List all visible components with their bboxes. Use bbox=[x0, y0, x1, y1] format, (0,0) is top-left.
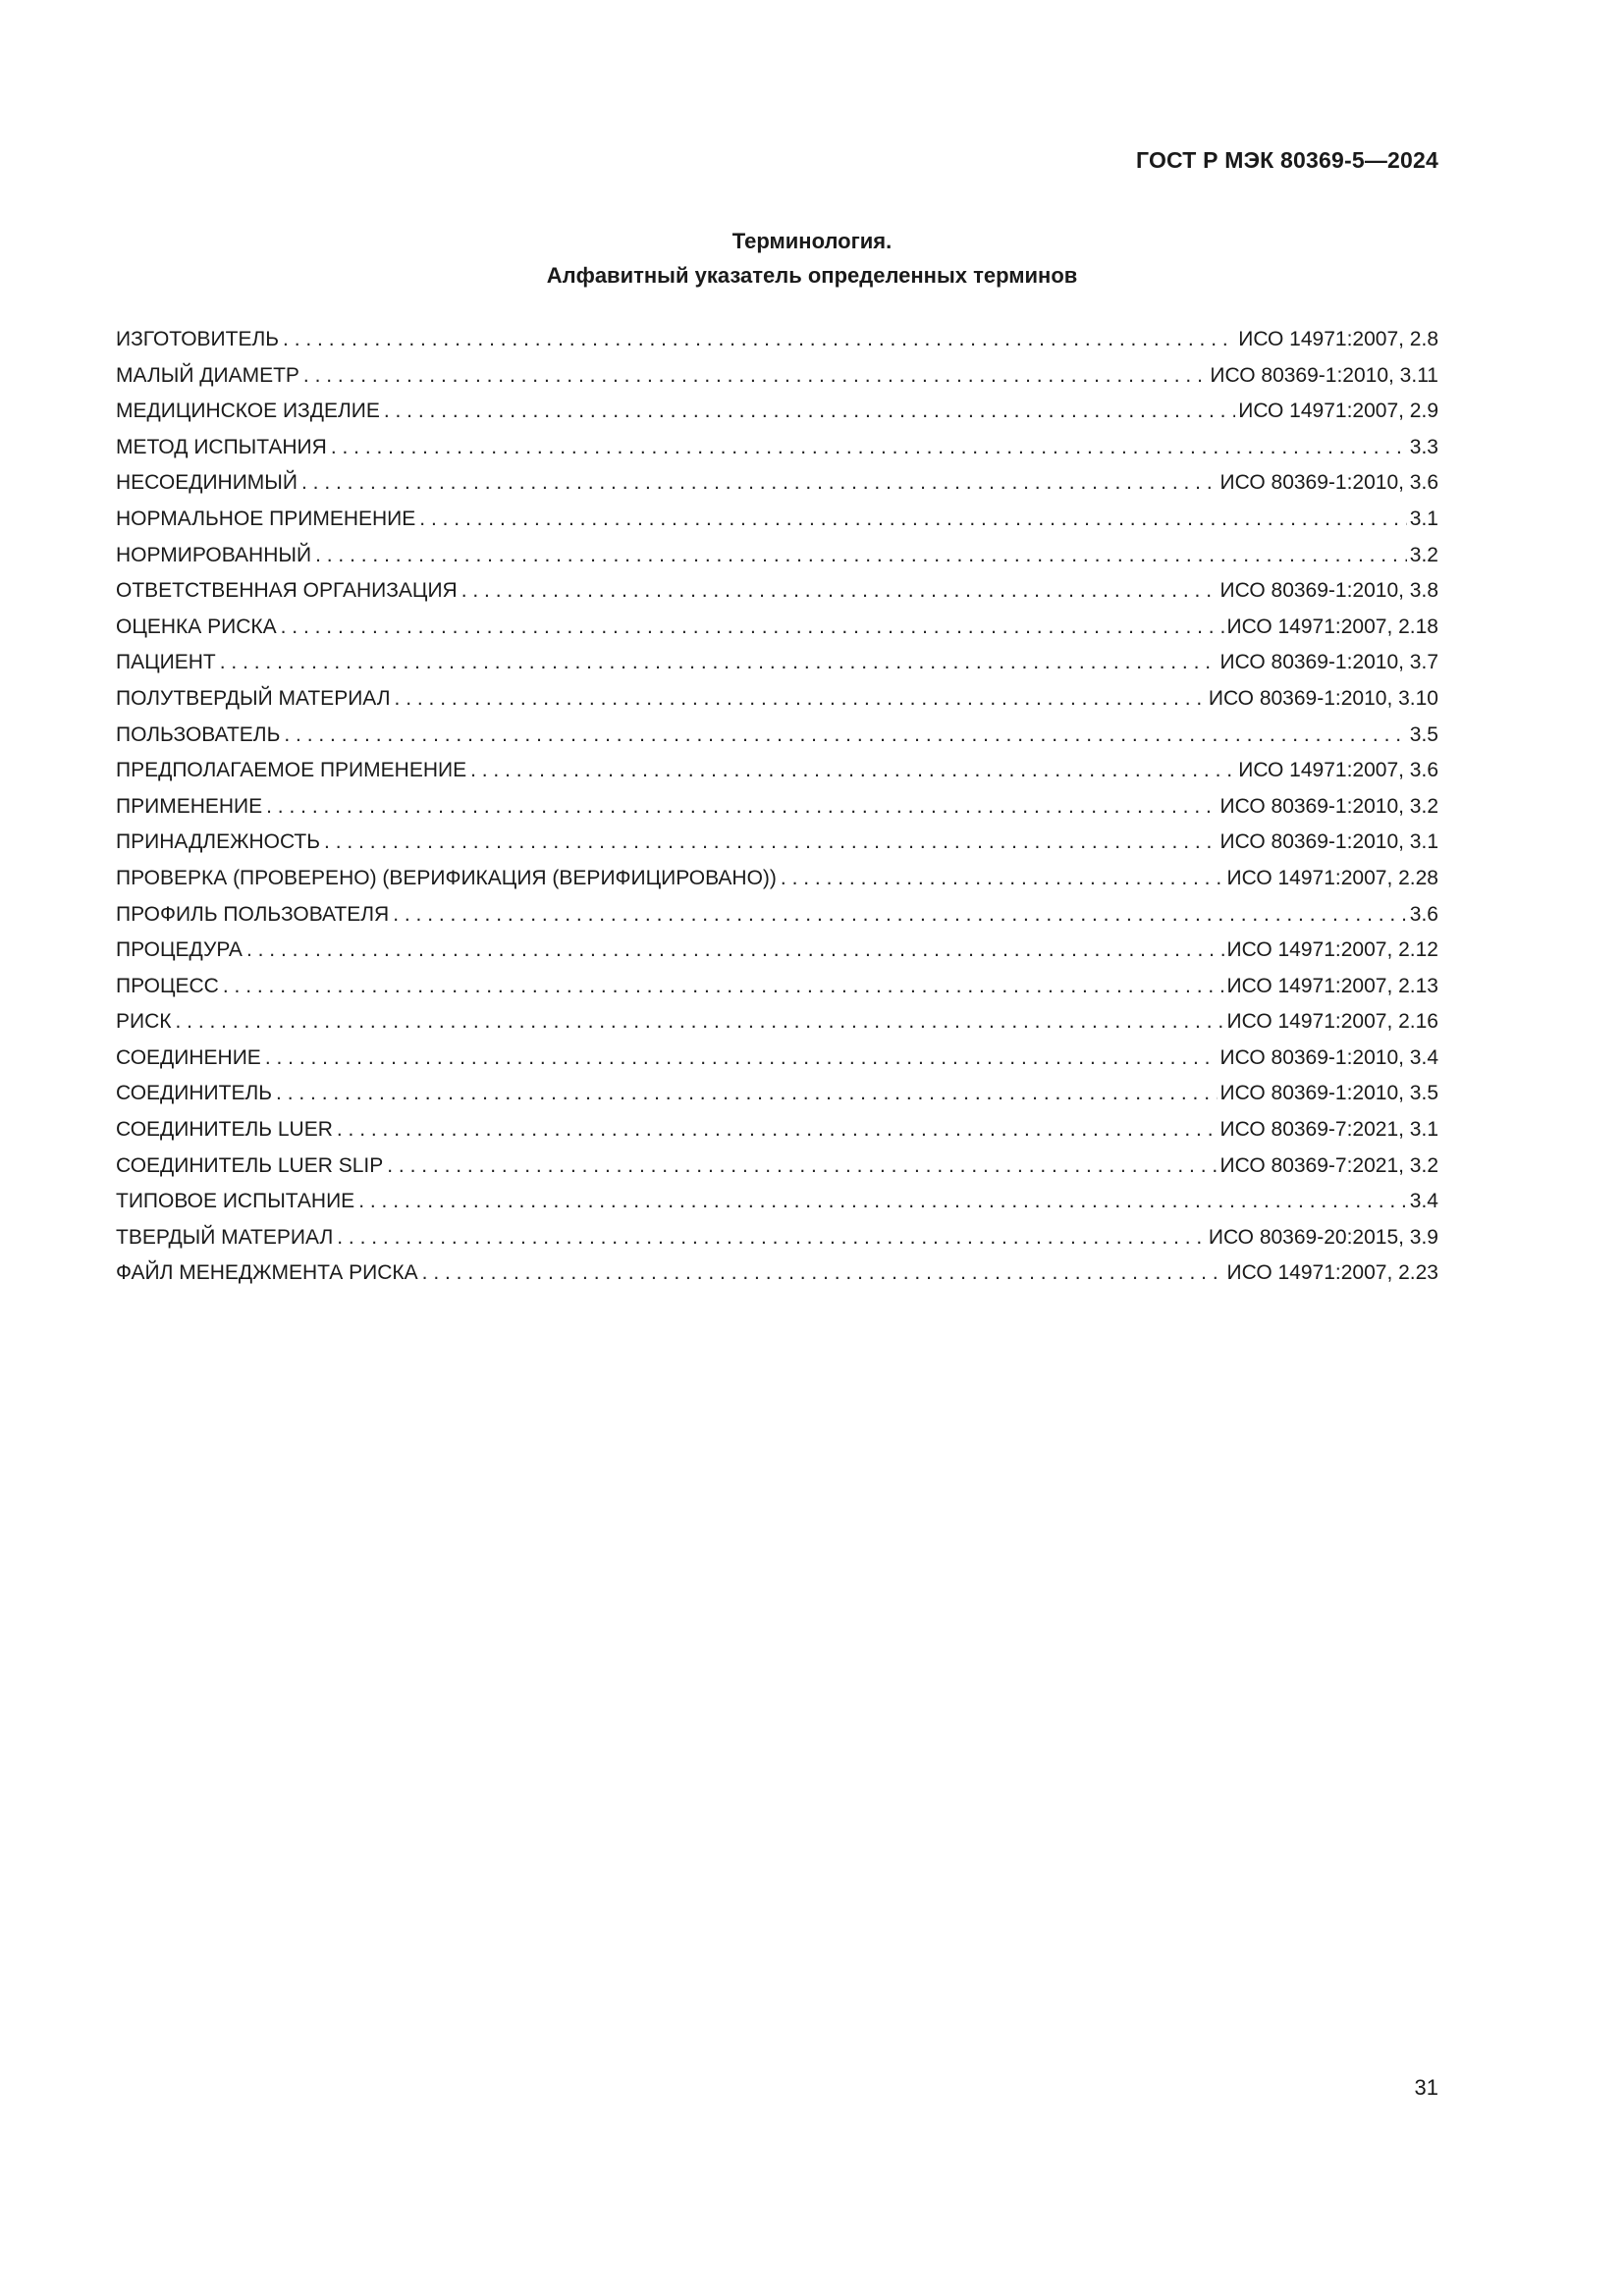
dot-leader bbox=[266, 795, 1217, 819]
entry-reference: ИСО 80369-1:2010, 3.1 bbox=[1219, 830, 1438, 854]
document-id-header: ГОСТ Р МЭК 80369-5—2024 bbox=[1136, 147, 1438, 173]
entry-term: ПРОВЕРКА (ПРОВЕРЕНО) (ВЕРИФИКАЦИЯ (ВЕРИФИЦИРОВАНО)) bbox=[116, 866, 777, 889]
entry-reference: ИСО 14971:2007, 2.9 bbox=[1238, 400, 1438, 423]
entry-term: ПРЕДПОЛАГАЕМОЕ ПРИМЕНЕНИЕ bbox=[116, 759, 467, 782]
entry-term: НЕСОЕДИНИМЫЙ bbox=[116, 471, 298, 495]
index-entry bbox=[116, 615, 1438, 652]
entry-term: ФАЙЛ МЕНЕДЖМЕНТА РИСКА bbox=[116, 1261, 418, 1285]
index-entry bbox=[116, 1010, 1438, 1046]
entry-term: НОРМАЛЬНОЕ ПРИМЕНЕНИЕ bbox=[116, 507, 416, 530]
page-number: 31 bbox=[1414, 2075, 1438, 2100]
entry-reference: ИСО 14971:2007, 3.6 bbox=[1238, 759, 1438, 782]
entry-reference: ИСО 14971:2007, 2.13 bbox=[1226, 974, 1438, 997]
index-entry bbox=[116, 436, 1438, 472]
entry-term: ПРОЦЕДУРА bbox=[116, 938, 243, 962]
dot-leader bbox=[281, 615, 1224, 639]
entry-reference: 3.6 bbox=[1409, 902, 1438, 926]
entry-reference: ИСО 14971:2007, 2.12 bbox=[1226, 938, 1438, 962]
dot-leader bbox=[387, 1154, 1217, 1178]
dot-leader bbox=[470, 759, 1235, 782]
entry-reference: ИСО 80369-1:2010, 3.4 bbox=[1219, 1045, 1438, 1069]
dot-leader bbox=[283, 328, 1235, 351]
entry-reference: 3.3 bbox=[1409, 435, 1438, 458]
dot-leader bbox=[301, 471, 1218, 495]
entry-reference: ИСО 14971:2007, 2.23 bbox=[1226, 1261, 1438, 1285]
dot-leader bbox=[337, 1118, 1218, 1142]
entry-reference: 3.1 bbox=[1409, 507, 1438, 530]
dot-leader bbox=[384, 400, 1235, 423]
entry-reference: 3.5 bbox=[1409, 722, 1438, 746]
dot-leader bbox=[358, 1190, 1407, 1213]
entry-term: ОТВЕТСТВЕННАЯ ОРГАНИЗАЦИЯ bbox=[116, 579, 458, 603]
index-entry bbox=[116, 1190, 1438, 1226]
entry-term: ПРИНАДЛЕЖНОСТЬ bbox=[116, 830, 321, 854]
dot-leader bbox=[220, 651, 1218, 674]
entry-term: ПОЛУТВЕРДЫЙ МАТЕРИАЛ bbox=[116, 686, 391, 710]
dot-leader bbox=[176, 1010, 1224, 1034]
entry-term: ПОЛЬЗОВАТЕЛЬ bbox=[116, 722, 281, 746]
dot-leader bbox=[337, 1226, 1206, 1250]
entry-term: ПРОФИЛЬ ПОЛЬЗОВАТЕЛЯ bbox=[116, 902, 390, 926]
index-entry bbox=[116, 1261, 1438, 1298]
index-entry bbox=[116, 1154, 1438, 1191]
entry-term: СОЕДИНИТЕЛЬ bbox=[116, 1082, 273, 1105]
index-entry bbox=[116, 867, 1438, 903]
entry-term: СОЕДИНЕНИЕ bbox=[116, 1045, 261, 1069]
entry-reference: ИСО 80369-20:2015, 3.9 bbox=[1208, 1225, 1438, 1249]
dot-leader bbox=[276, 1082, 1218, 1105]
dot-leader bbox=[315, 544, 1407, 567]
index-entry bbox=[116, 1046, 1438, 1083]
dot-leader bbox=[265, 1046, 1218, 1070]
entry-term: ОЦЕНКА РИСКА bbox=[116, 614, 277, 638]
entry-reference: ИСО 14971:2007, 2.8 bbox=[1238, 328, 1438, 350]
entry-reference: ИСО 80369-1:2010, 3.11 bbox=[1210, 363, 1438, 387]
index-entry bbox=[116, 1118, 1438, 1154]
entry-reference: 3.2 bbox=[1409, 543, 1438, 566]
entry-reference: ИСО 14971:2007, 2.16 bbox=[1226, 1010, 1438, 1034]
dot-leader bbox=[284, 723, 1406, 747]
term-index-list bbox=[116, 328, 1438, 1298]
entry-reference: ИСО 80369-1:2010, 3.6 bbox=[1219, 471, 1438, 495]
dot-leader bbox=[246, 938, 1224, 962]
dot-leader bbox=[324, 830, 1218, 854]
dot-leader bbox=[419, 507, 1407, 531]
entry-term: МЕТОД ИСПЫТАНИЯ bbox=[116, 435, 327, 458]
entry-term: МАЛЫЙ ДИАМЕТР bbox=[116, 363, 299, 387]
index-entry bbox=[116, 938, 1438, 975]
index-entry bbox=[116, 544, 1438, 580]
entry-term: РИСК bbox=[116, 1010, 172, 1034]
index-entry bbox=[116, 364, 1438, 400]
entry-reference: ИСО 80369-1:2010, 3.10 bbox=[1208, 686, 1438, 710]
entry-reference: 3.4 bbox=[1409, 1190, 1438, 1213]
index-entry bbox=[116, 328, 1438, 364]
entry-reference: ИСО 80369-7:2021, 3.1 bbox=[1219, 1118, 1438, 1142]
index-entry bbox=[116, 651, 1438, 687]
index-entry bbox=[116, 903, 1438, 939]
dot-leader bbox=[223, 975, 1224, 998]
index-entry bbox=[116, 507, 1438, 544]
entry-reference: ИСО 14971:2007, 2.28 bbox=[1226, 866, 1438, 889]
index-entry bbox=[116, 687, 1438, 723]
entry-reference: ИСО 80369-1:2010, 3.8 bbox=[1219, 579, 1438, 603]
entry-term: СОЕДИНИТЕЛЬ LUER bbox=[116, 1118, 333, 1142]
entry-reference: ИСО 14971:2007, 2.18 bbox=[1226, 614, 1438, 638]
index-entry bbox=[116, 759, 1438, 795]
index-entry bbox=[116, 723, 1438, 760]
dot-leader bbox=[395, 687, 1206, 711]
entry-term: НОРМИРОВАННЫЙ bbox=[116, 543, 312, 566]
entry-reference: ИСО 80369-7:2021, 3.2 bbox=[1219, 1153, 1438, 1177]
dot-leader bbox=[781, 867, 1224, 890]
entry-term: ТИПОВОЕ ИСПЫТАНИЕ bbox=[116, 1190, 355, 1213]
entry-term: ТВЕРДЫЙ МАТЕРИАЛ bbox=[116, 1225, 334, 1249]
entry-reference: ИСО 80369-1:2010, 3.2 bbox=[1219, 794, 1438, 818]
title-line-2: Алфавитный указатель определенных терминов bbox=[546, 263, 1078, 288]
index-entry bbox=[116, 471, 1438, 507]
entry-term: ИЗГОТОВИТЕЛЬ bbox=[116, 328, 280, 350]
entry-term: ПРОЦЕСС bbox=[116, 974, 219, 997]
index-title bbox=[0, 224, 1624, 293]
index-entry bbox=[116, 579, 1438, 615]
entry-term: ПАЦИЕНТ bbox=[116, 651, 216, 674]
dot-leader bbox=[393, 903, 1407, 927]
entry-term: СОЕДИНИТЕЛЬ LUER SLIP bbox=[116, 1153, 384, 1177]
dot-leader bbox=[303, 364, 1208, 388]
entry-reference: ИСО 80369-1:2010, 3.7 bbox=[1219, 651, 1438, 674]
index-entry bbox=[116, 400, 1438, 436]
dot-leader bbox=[461, 579, 1218, 603]
index-entry bbox=[116, 795, 1438, 831]
entry-term: МЕДИЦИНСКОЕ ИЗДЕЛИЕ bbox=[116, 400, 380, 423]
index-entry bbox=[116, 1226, 1438, 1262]
index-entry bbox=[116, 975, 1438, 1011]
index-entry bbox=[116, 1082, 1438, 1118]
title-line-1: Терминология. bbox=[731, 229, 893, 253]
index-entry bbox=[116, 830, 1438, 867]
dot-leader bbox=[422, 1261, 1224, 1285]
dot-leader bbox=[331, 436, 1407, 459]
entry-term: ПРИМЕНЕНИЕ bbox=[116, 794, 263, 818]
entry-reference: ИСО 80369-1:2010, 3.5 bbox=[1219, 1082, 1438, 1105]
